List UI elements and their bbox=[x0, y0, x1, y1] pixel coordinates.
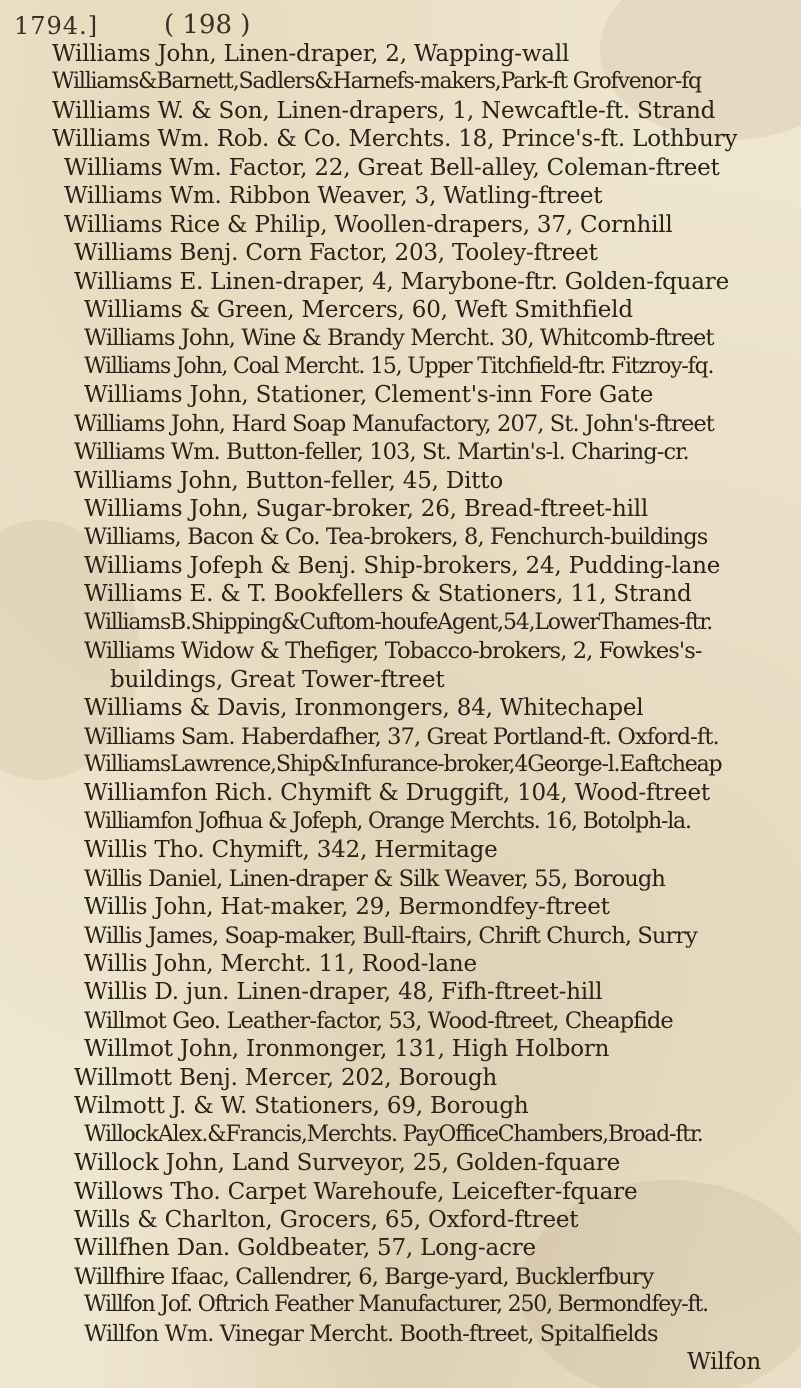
directory-entries bbox=[0, 40, 801, 1377]
page-signature: ( 198 ) bbox=[164, 10, 251, 40]
directory-entry: WilliamsB.Shipping&Cuftom-houfeAgent,54,LowerThames-ftr. bbox=[84, 609, 713, 635]
directory-entry: Willis Daniel, Linen-draper & Silk Weaver, 55, Borough bbox=[84, 865, 665, 892]
directory-entry: Williams&Barnett,Sadlers&Harnefs-makers,Park-ft Grofvenor-fq bbox=[52, 69, 701, 95]
directory-entry: Williams Widow & Thefiger, Tobacco-brokers, 2, Fowkes's- bbox=[84, 638, 702, 665]
page-number: 1794.] bbox=[14, 12, 99, 40]
directory-entry-continuation: buildings, Great Tower-ftreet bbox=[110, 666, 445, 693]
directory-entry: Willfhire Ifaac, Callendrer, 6, Barge-yard, Bucklerfbury bbox=[74, 1263, 654, 1290]
directory-entry: Willfon Wm. Vinegar Mercht. Booth-ftreet, Spitalfields bbox=[84, 1320, 658, 1347]
directory-entry: Williams John, Hard Soap Manufactory, 207, St. John's-ftreet bbox=[74, 410, 714, 437]
directory-entry: Williams Wm. Ribbon Weaver, 3, Watling-ftreet bbox=[64, 183, 603, 210]
directory-entry: Willis Tho. Chymift, 342, Hermitage bbox=[84, 837, 498, 864]
directory-entry: Williams Benj. Corn Factor, 203, Tooley-ftreet bbox=[74, 240, 598, 267]
directory-entry: Willfon Jof. Oftrich Feather Manufacturer, 250, Bermondfey-ft. bbox=[84, 1292, 708, 1318]
directory-entry: Wills & Charlton, Grocers, 65, Oxford-ftreet bbox=[74, 1206, 579, 1233]
directory-entry: Williams John, Sugar-broker, 26, Bread-ftreet-hill bbox=[84, 496, 649, 522]
directory-entry: Williams & Davis, Ironmongers, 84, Whitechapel bbox=[84, 695, 644, 722]
directory-entry: Williams Rice & Philip, Woollen-drapers, 37, Cornhill bbox=[64, 211, 673, 238]
directory-entry: WillockAlex.&Francis,Merchts. PayOfficeChambers,Broad-ftr. bbox=[84, 1121, 703, 1147]
directory-entry: Willfhen Dan. Goldbeater, 57, Long-acre bbox=[74, 1235, 536, 1262]
directory-entry: Williams E. Linen-draper, 4, Marybone-ftr. Golden-fquare bbox=[74, 268, 729, 295]
directory-entry: Williams, Bacon & Co. Tea-brokers, 8, Fenchurch-buildings bbox=[84, 524, 708, 551]
directory-entry: Wilmott J. & W. Stationers, 69, Borough bbox=[74, 1093, 529, 1120]
directory-entry: Willows Tho. Carpet Warehoufe, Leicefter-fquare bbox=[74, 1178, 638, 1205]
directory-entry: Williams Jofeph & Benj. Ship-brokers, 24, Pudding-lane bbox=[84, 552, 721, 579]
directory-entry: Williams E. & T. Bookfellers & Stationers, 11, Strand bbox=[84, 581, 692, 608]
directory-entry: Williams John, Button-feller, 45, Ditto bbox=[74, 467, 503, 494]
directory-entry: Williams Wm. Button-feller, 103, St. Martin's-l. Charing-cr. bbox=[74, 439, 689, 466]
directory-entry: Williamfon Jofhua & Jofeph, Orange Merchts. 16, Botolph-la. bbox=[84, 808, 691, 834]
directory-entry: Williams Wm. Rob. & Co. Merchts. 18, Prince's-ft. Lothbury bbox=[52, 126, 738, 153]
directory-entry: Williams Wm. Factor, 22, Great Bell-alley, Coleman-ftreet bbox=[64, 154, 720, 181]
directory-entry: Willmot John, Ironmonger, 131, High Holborn bbox=[84, 1036, 610, 1063]
directory-entry: Williams John, Coal Mercht. 15, Upper Titchfield-ftr. Fitzroy-fq. bbox=[84, 353, 714, 379]
catchword: Wilfon bbox=[687, 1349, 761, 1376]
directory-entry: Willock John, Land Surveyor, 25, Golden-fquare bbox=[74, 1150, 621, 1177]
directory-entry: Willis D. jun. Linen-draper, 48, Fifh-ftreet-hill bbox=[84, 979, 603, 1006]
directory-entry: Willis John, Hat-maker, 29, Bermondfey-ftreet bbox=[84, 894, 610, 921]
directory-entry: Willmot Geo. Leather-factor, 53, Wood-ftreet, Cheapfide bbox=[84, 1007, 673, 1034]
directory-entry: Williams & Green, Mercers, 60, Weft Smithfield bbox=[84, 296, 633, 323]
directory-entry: Willmott Benj. Mercer, 202, Borough bbox=[74, 1064, 498, 1091]
directory-entry: Williams Sam. Haberdafher, 37, Great Portland-ft. Oxford-ft. bbox=[84, 723, 719, 750]
directory-entry: Williams John, Wine & Brandy Mercht. 30, Whitcomb-ftreet bbox=[84, 325, 714, 352]
directory-entry: Williams John, Stationer, Clement's-inn Fore Gate bbox=[84, 382, 654, 409]
directory-entry: Williams W. & Son, Linen-drapers, 1, Newcaftle-ft. Strand bbox=[52, 97, 716, 124]
directory-entry: Williams John, Linen-draper, 2, Wapping-wall bbox=[52, 41, 570, 67]
directory-entry: Willis John, Mercht. 11, Rood-lane bbox=[84, 951, 477, 977]
directory-entry: Williamfon Rich. Chymift & Druggift, 104, Wood-ftreet bbox=[84, 780, 710, 807]
directory-entry: Willis James, Soap-maker, Bull-ftairs, Chrift Church, Surry bbox=[84, 922, 697, 949]
directory-entry: WilliamsLawrence,Ship&Infurance-broker,4George-l.Eaftcheap bbox=[84, 751, 722, 777]
